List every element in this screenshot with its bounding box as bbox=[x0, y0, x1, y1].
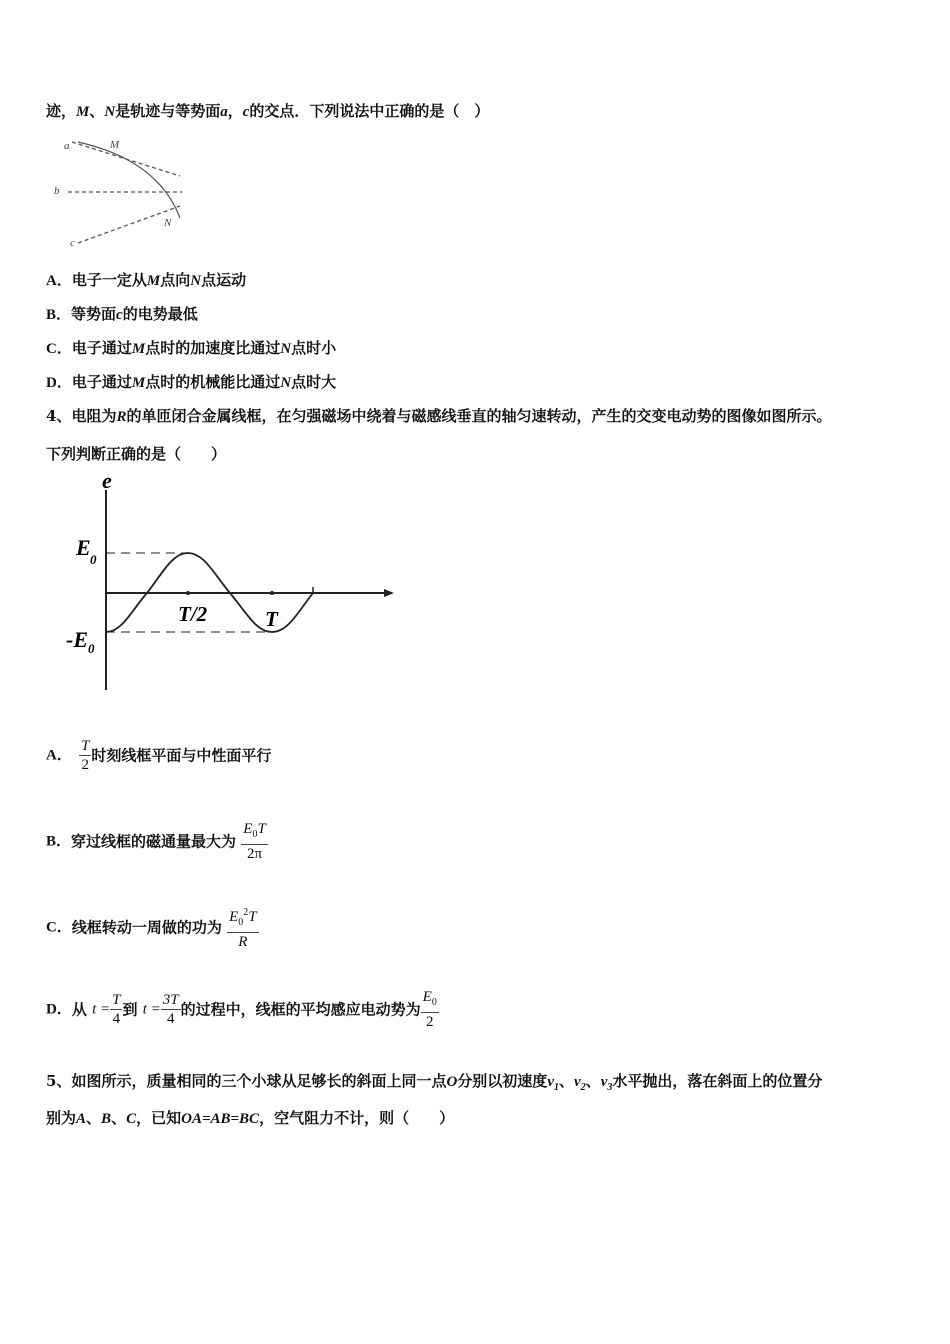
sep: 、 bbox=[86, 1109, 102, 1127]
option-text: 穿过线框的磁通量最大为 bbox=[71, 832, 237, 851]
q5-stem-text: 水平抛出，落在斜面上的位置分 bbox=[612, 1072, 823, 1090]
fraction-E0sqT-over-R bbox=[227, 904, 259, 951]
label-M: M bbox=[110, 139, 120, 151]
frac-den: R bbox=[238, 934, 248, 950]
var-T: T bbox=[257, 821, 266, 837]
q4-stem-line2: 下列判断正确的是（ ） bbox=[46, 445, 227, 463]
option-text: 点运动 bbox=[201, 271, 247, 289]
var-N: N bbox=[280, 341, 292, 357]
option-text: 线框转动一周做的功为 bbox=[71, 918, 222, 937]
fraction-T-over-4 bbox=[110, 991, 122, 1028]
q4-stem-text: 的单匝闭合金属线框，在匀强磁场中绕着与磁感线垂直的轴匀速转动，产生的交变电动势的图像如图所示。 bbox=[126, 407, 832, 425]
sub-0: 0 bbox=[431, 997, 437, 1008]
q3-var-a: a bbox=[220, 104, 228, 120]
var-v: v bbox=[574, 1074, 581, 1090]
option-text: 到 bbox=[122, 1000, 138, 1019]
sep: 、 bbox=[585, 1072, 601, 1090]
var-t: t = bbox=[142, 1001, 161, 1018]
option-label: A． bbox=[46, 747, 72, 764]
var-E: E bbox=[422, 989, 432, 1005]
var-v: v bbox=[547, 1074, 554, 1090]
frac-den: 4 bbox=[112, 1011, 121, 1027]
var-N: N bbox=[280, 375, 292, 391]
option-label: B． bbox=[46, 307, 72, 323]
frac-den: 2π bbox=[246, 846, 263, 862]
sup-2: 2 bbox=[243, 907, 249, 918]
fraction-3T-over-4 bbox=[161, 991, 181, 1028]
frac-num: 3T bbox=[162, 992, 179, 1008]
option-text: 点时的加速度比通过 bbox=[145, 339, 281, 357]
q5-stem-text: ，已知 bbox=[136, 1109, 182, 1127]
sub-2: 2 bbox=[580, 1082, 586, 1093]
q5-stem-text: 如图所示，质量相同的三个小球从足够长的斜面上同一点 bbox=[71, 1072, 447, 1090]
var-v: v bbox=[600, 1074, 608, 1090]
sep: 、 bbox=[111, 1109, 127, 1127]
q5-stem-text: 分别以初速度 bbox=[457, 1072, 548, 1090]
var-E: E bbox=[229, 909, 239, 925]
option-text: 电子一定从 bbox=[71, 271, 147, 289]
q3-stem bbox=[46, 101, 489, 122]
var-t: t = bbox=[92, 1001, 111, 1018]
q5-condition: OA=AB=BC bbox=[181, 1111, 260, 1127]
var-A: A bbox=[76, 1111, 87, 1127]
option-text: 的过程中，线框的平均感应电动势为 bbox=[180, 1000, 421, 1019]
var-c: c bbox=[116, 307, 123, 323]
frac-num bbox=[421, 988, 439, 1013]
var-N: N bbox=[190, 273, 202, 289]
q5-stem-text: ，空气阻力不计，则（ ） bbox=[259, 1109, 455, 1127]
q5-number: 5、 bbox=[46, 1072, 72, 1090]
x-axis-arrow bbox=[384, 589, 394, 597]
option-text: 时刻线框平面与中性面平行 bbox=[91, 746, 272, 765]
option-text: 点向 bbox=[160, 271, 191, 289]
option-text: 电子通过 bbox=[71, 373, 132, 391]
q5-stem-line1 bbox=[46, 1071, 822, 1098]
q4-stem-line1 bbox=[46, 406, 831, 427]
var-M: M bbox=[131, 341, 146, 357]
q3-sep: 、 bbox=[89, 102, 105, 120]
trajectory-curve bbox=[78, 142, 180, 218]
q3-option-b bbox=[46, 304, 198, 325]
q4-option-b bbox=[46, 820, 268, 863]
fraction-E0-over-2 bbox=[421, 988, 439, 1031]
q3-var-M: M bbox=[76, 104, 90, 120]
option-label: D． bbox=[46, 1001, 72, 1018]
q4-number: 4、 bbox=[46, 407, 72, 425]
option-text: 点时的机械能比通过 bbox=[145, 373, 281, 391]
var-C: C bbox=[126, 1111, 137, 1127]
option-text: 点时小 bbox=[291, 339, 337, 357]
option-label: C． bbox=[46, 341, 72, 357]
frac-den: 2 bbox=[81, 757, 89, 773]
q4-var-R: R bbox=[116, 409, 127, 425]
option-text: 从 bbox=[71, 1000, 87, 1019]
q3-var-N: N bbox=[104, 104, 116, 120]
period-label: T bbox=[265, 607, 278, 631]
q5-stem-line2 bbox=[46, 1108, 454, 1129]
q5-stem-text: 别为 bbox=[46, 1109, 77, 1127]
y-axis-label: e bbox=[102, 470, 112, 493]
fraction-T-over-2 bbox=[79, 737, 91, 774]
sub-0: 0 bbox=[252, 829, 258, 840]
sub-3: 3 bbox=[607, 1082, 613, 1093]
max-label-sub: 0 bbox=[90, 552, 97, 567]
sep: 、 bbox=[558, 1072, 574, 1090]
option-label: A． bbox=[46, 273, 72, 289]
q4-stem-text: 电阻为 bbox=[71, 407, 117, 425]
min-label: -E bbox=[66, 627, 88, 652]
frac-num bbox=[241, 820, 268, 845]
frac-num bbox=[227, 904, 259, 933]
max-label: E bbox=[76, 535, 91, 560]
frac-den: 2 bbox=[425, 1014, 434, 1030]
frac-den: 4 bbox=[166, 1011, 175, 1027]
label-b: b bbox=[54, 185, 60, 197]
option-text: 电子通过 bbox=[71, 339, 132, 357]
var-O: O bbox=[446, 1074, 458, 1090]
q3-option-a bbox=[46, 270, 246, 291]
q3-stem-prefix: 迹， bbox=[46, 102, 77, 120]
option-text: 点时大 bbox=[291, 373, 337, 391]
var-M: M bbox=[131, 375, 146, 391]
option-text: 等势面 bbox=[71, 305, 117, 323]
q3-comma: ， bbox=[227, 102, 243, 120]
option-label: C． bbox=[46, 919, 72, 936]
var-E: E bbox=[243, 821, 253, 837]
option-label: D． bbox=[46, 375, 72, 391]
var-B: B bbox=[101, 1111, 112, 1127]
label-a: a bbox=[64, 140, 70, 152]
fraction-E0T-over-2pi bbox=[241, 820, 268, 863]
q4-option-d bbox=[46, 988, 439, 1031]
q3-option-c bbox=[46, 338, 336, 359]
q3-stem-end: 的交点．下列说法中正确的是（ ） bbox=[249, 102, 490, 120]
tick-half-period bbox=[186, 591, 190, 595]
q4-option-a bbox=[46, 737, 271, 774]
var-M: M bbox=[146, 273, 161, 289]
q3-stem-mid: 是轨迹与等势面 bbox=[115, 102, 221, 120]
q3-option-d bbox=[46, 372, 336, 393]
var-T: T bbox=[248, 909, 257, 925]
frac-num: T bbox=[112, 992, 121, 1008]
label-c: c bbox=[70, 237, 75, 249]
q4-option-c bbox=[46, 904, 259, 951]
half-period-label: T/2 bbox=[178, 602, 208, 626]
q4-emf-graph bbox=[60, 470, 405, 695]
option-label: B． bbox=[46, 833, 72, 850]
frac-num: T bbox=[81, 738, 90, 754]
tick-period-mid bbox=[270, 591, 274, 595]
sub-0: 0 bbox=[238, 917, 244, 928]
q3-equipotential-figure bbox=[50, 132, 190, 252]
sub-1: 1 bbox=[553, 1082, 559, 1093]
label-N: N bbox=[164, 217, 172, 229]
min-label-sub: 0 bbox=[88, 641, 95, 656]
option-text: 的电势最低 bbox=[122, 305, 198, 323]
q3-var-c: c bbox=[242, 104, 250, 120]
